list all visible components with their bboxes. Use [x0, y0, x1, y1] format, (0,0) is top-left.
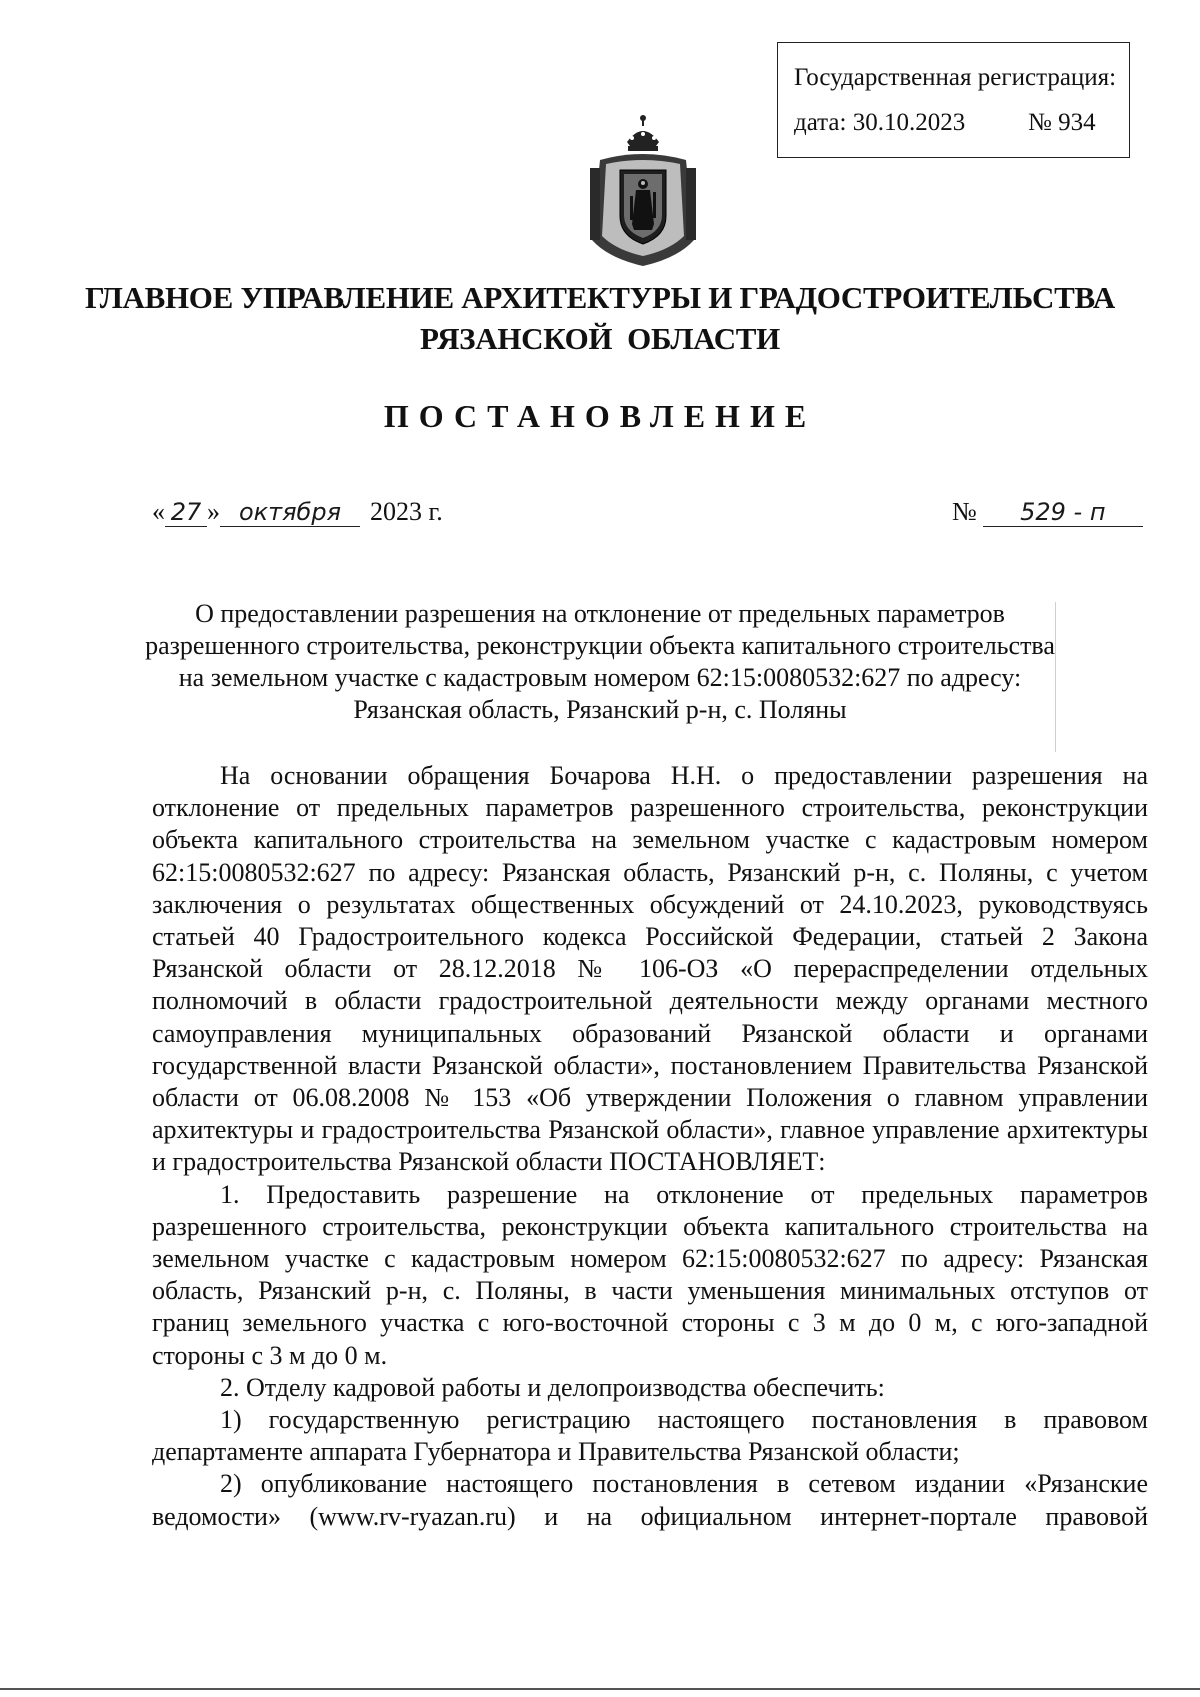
registration-title: Государственная регистрация:: [794, 64, 1117, 91]
agency-title: [0, 277, 1200, 359]
registration-stamp: [777, 42, 1130, 158]
document-number: [952, 497, 1143, 527]
body-paragraph-subitem-2: 2) опубликование настоящего постановления в сетевом издании «Рязанские ведомости» (www.rv-ryazan.ru) и на официальном интернет-портале правовой: [152, 1469, 1148, 1531]
bottom-edge-rule: [0, 1688, 1200, 1690]
document-type-title: ПОСТАНОВЛЕНИЕ: [383, 398, 817, 434]
agency-title-line1: ГЛАВНОЕ УПРАВЛЕНИЕ АРХИТЕКТУРЫ И ГРАДОСТРОИТЕЛЬСТВА: [84, 280, 1115, 315]
document-date: [152, 497, 443, 527]
body-paragraph-item-2: 2. Отделу кадровой работы и делопроизводства обеспечить:: [220, 1372, 885, 1402]
document-subject: [140, 598, 1060, 726]
date-month: октября: [220, 498, 360, 527]
subject-line: разрешенного строительства, реконструкции объекта капитального строительства: [145, 631, 1055, 660]
date-close-quote: »: [207, 497, 220, 526]
subject-line: на земельном участке с кадастровым номером 62:15:0080532:627 по адресу:: [178, 663, 1022, 692]
document-body: [152, 760, 1148, 1533]
number-sign: №: [952, 497, 977, 526]
scan-artifact-line: [1055, 602, 1056, 752]
body-paragraph-subitem-1: 1) государственную регистрацию настоящего постановления в правовом департаменте аппарата Губернатора и Правительства Рязанской области;: [152, 1405, 1148, 1467]
number-value: 529 - п: [983, 498, 1143, 527]
agency-title-line2: РЯЗАНСКОЙ ОБЛАСТИ: [419, 321, 781, 356]
registration-date: дата: 30.10.2023: [794, 109, 966, 136]
subject-line: Рязанская область, Рязанский р-н, с. Поляны: [353, 695, 847, 724]
registration-number: № 934: [1028, 109, 1096, 136]
date-year: 2023 г.: [370, 497, 443, 526]
body-paragraph-item-1: 1. Предоставить разрешение на отклонение от предельных параметров разрешенного строительства, реконструкции объекта капитального строительства на земельном участке с кадастровым номером 62:15:0080532:627 по адресу: Рязанская область, Рязанский р-н, с. Поляны, в части уменьшения минимальных отступов от границ земельного участка с юго-восточной стороны с 3 м до 0 м, с юго-западной стороны с 3 м до 0 м.: [152, 1179, 1148, 1370]
coat-of-arms-icon: [582, 112, 704, 270]
subject-line: О предоставлении разрешения на отклонение от предельных параметров: [195, 599, 1005, 628]
date-open-quote: «: [152, 497, 165, 526]
body-paragraph-preamble: На основании обращения Бочарова Н.Н. о предоставлении разрешения на отклонение от предельных параметров разрешенного строительства, реконструкции объекта капитального строительства на земельном участке с кадастровым номером 62:15:0080532:627 по адресу: Рязанская область, Рязанский р-н, с. Поляны, с учетом заключения о результатах общественных обсуждений от 24.10.2023, руководствуясь статьей 40 Градостроительного кодекса Российской Федерации, статьей 2 Закона Рязанской области от 28.12.2018 № 106-ОЗ «О перераспределении отдельных полномочий в области градостроительной деятельности между органами местного самоуправления муниципальных образований Рязанской области и органами государственной власти Рязанской области», постановлением Правительства Рязанской области от 06.08.2008 № 153 «Об утверждении Положения о главном управлении архитектуры и градостроительства Рязанской области», главное управление архитектуры и градостроительства Рязанской области ПОСТАНОВЛЯЕТ:: [152, 761, 1148, 1177]
date-day: 27: [165, 498, 207, 527]
